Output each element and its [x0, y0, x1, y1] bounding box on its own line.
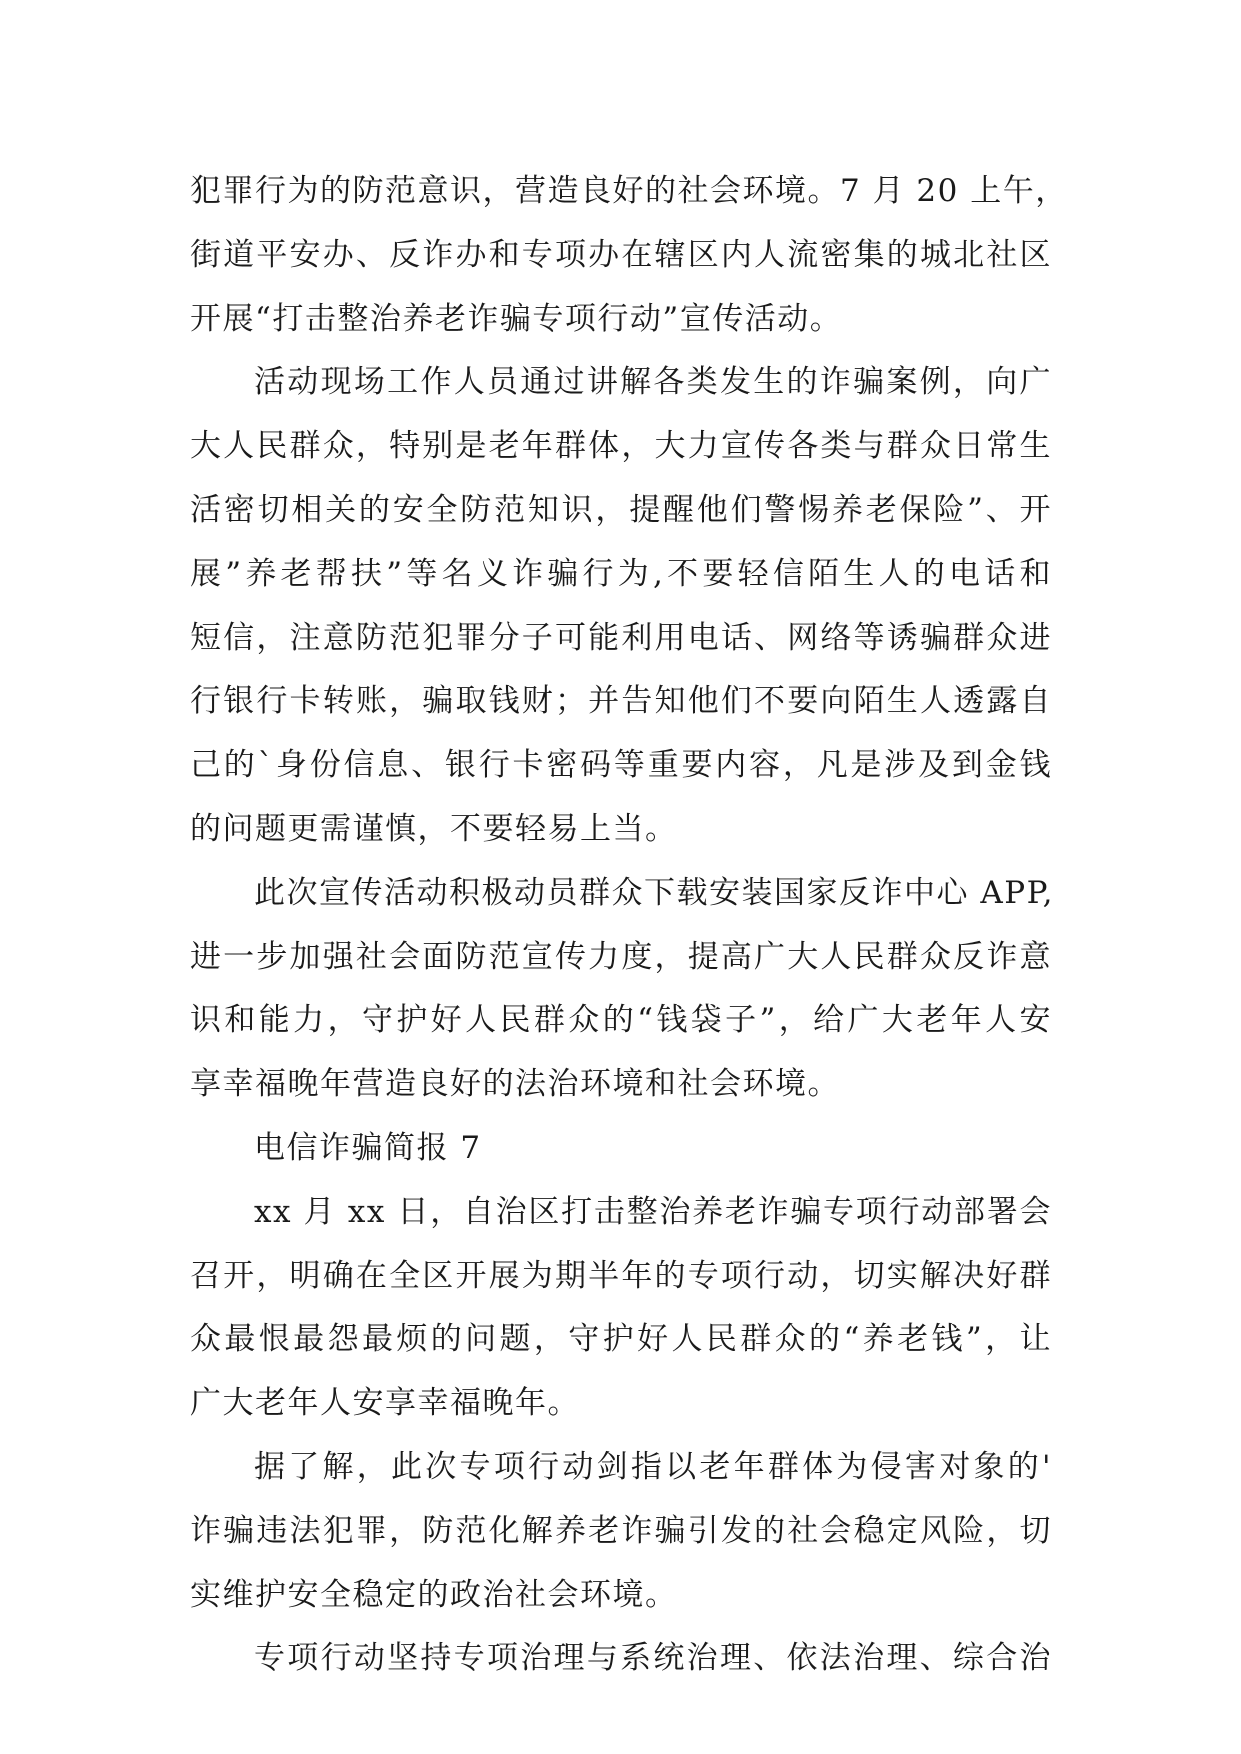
paragraph-5	[190, 1436, 1052, 1627]
paragraph-4	[190, 1181, 1052, 1436]
text-line: 开展“打击整治养老诈骗专项行动”宣传活动。	[190, 300, 843, 337]
paragraph-2	[190, 351, 1052, 861]
text-line: 实维护安全稳定的政治社会环境。	[190, 1576, 678, 1613]
text-line: 众最恨最怨最烦的问题，守护好人民群众的“养老钱”，让	[190, 1321, 1052, 1358]
text-line: 专项行动坚持专项治理与系统治理、依法治理、综合治	[254, 1640, 1052, 1677]
text-line: 进一步加强社会面防范宣传力度，提高广大人民群众反诈意	[190, 938, 1052, 975]
paragraph-1	[190, 160, 1068, 351]
paragraph-6	[190, 1627, 1052, 1691]
text-line: 活密切相关的安全防范知识，提醒他们警惕养老保险”、开	[190, 491, 1052, 528]
text-line: 犯罪行为的防范意识，营造良好的社会环境。7 月 20 上午，	[190, 173, 1068, 209]
paragraph-3	[190, 862, 1055, 1117]
text-line: 据了解，此次专项行动剑指以老年群体为侵害对象的'	[254, 1448, 1052, 1485]
document-body	[190, 160, 1068, 1691]
text-line: 诈骗违法犯罪，防范化解养老诈骗引发的社会稳定风险，切	[190, 1512, 1052, 1549]
text-line: 展”养老帮扶”等名义诈骗行为,不要轻信陌生人的电话和	[190, 555, 1052, 592]
text-line: 享幸福晚年营造良好的法治环境和社会环境。	[190, 1066, 840, 1103]
text-line: 短信，注意防范犯罪分子可能利用电话、网络等诱骗群众进	[190, 619, 1052, 656]
text-line: 的问题更需谨慎，不要轻易上当。	[190, 810, 678, 847]
text-line: 街道平安办、反诈办和专项办在辖区内人流密集的城北社区	[190, 236, 1052, 273]
text-line: 召开，明确在全区开展为期半年的专项行动，切实解决好群	[190, 1257, 1052, 1294]
text-line: 行银行卡转账，骗取钱财；并告知他们不要向陌生人透露自	[190, 683, 1052, 720]
text-line: 活动现场工作人员通过讲解各类发生的诈骗案例，向广	[254, 364, 1052, 401]
text-line: 己的`身份信息、银行卡密码等重要内容，凡是涉及到金钱	[190, 747, 1052, 784]
text-line: 大人民群众，特别是老年群体，大力宣传各类与群众日常生	[190, 428, 1052, 465]
section-heading: 电信诈骗简报 7	[254, 1129, 482, 1166]
text-line: 广大老年人安享幸福晚年。	[190, 1385, 580, 1422]
text-line: 识和能力，守护好人民群众的“钱袋子”，给广大老年人安	[190, 1002, 1052, 1039]
text-line: 此次宣传活动积极动员群众下载安装国家反诈中心 APP,	[254, 874, 1055, 911]
text-line: xx 月 xx 日，自治区打击整治养老诈骗专项行动部署会	[254, 1193, 1052, 1230]
